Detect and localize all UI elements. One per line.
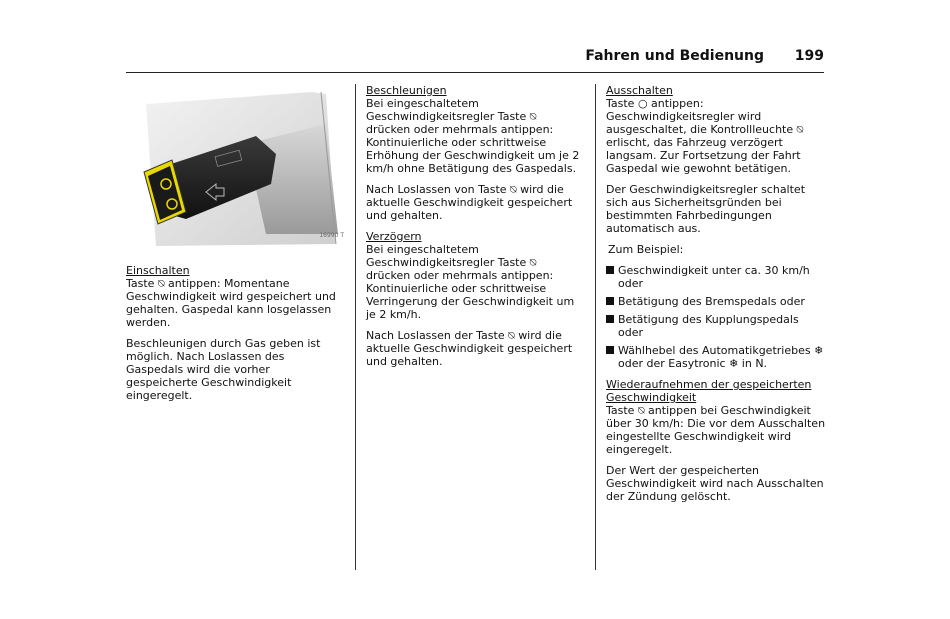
page-number: 199 <box>794 48 824 64</box>
paragraph-wiederaufnehmen: Taste ⍉ antippen bei Geschwindigkeit über 30 km/h: Die vor dem Ausschalten eingestellte Geschwindigkeit wird eingeregelt. <box>606 404 826 456</box>
list-item: Betätigung des Kupplungspedals oder <box>606 313 826 339</box>
column-2 <box>366 84 582 376</box>
heading-einschalten: Einschalten <box>126 264 190 277</box>
list-item: Wählhebel des Automatikgetriebes ❄ oder der Easytronic ❄ in N. <box>606 344 826 370</box>
heading-beschleunigen: Beschleunigen <box>366 84 447 97</box>
column-divider <box>595 84 596 570</box>
paragraph-beschleunigen-2: Nach Loslassen von Taste ⍉ wird die aktuelle Geschwindigkeit gespeichert und gehalten. <box>366 183 573 222</box>
paragraph-verzoegern: Bei eingeschaltetem Geschwindigkeitsregler Taste ⍉ drücken oder mehrmals antippen: Kontinuierliche oder schrittweise Verringerung der Geschwindigkeit um je 2 km/h. <box>366 243 575 321</box>
cruise-control-stalk-image <box>126 84 346 254</box>
column-3 <box>606 84 826 511</box>
page-header <box>126 46 824 73</box>
list-item: Betätigung des Bremspedals oder <box>606 295 826 308</box>
condition-list <box>606 264 826 370</box>
figure-caption: 16990 T <box>319 232 344 239</box>
paragraph-sicherheit: Der Geschwindigkeitsregler schaltet sich aus Sicherheitsgründen bei bestimmten Fahrbedingungen automatisch aus. <box>606 183 806 235</box>
beispiel-label: Zum Beispiel: <box>608 243 684 256</box>
paragraph-wert: Der Wert der gespeicherten Geschwindigkeit wird nach Ausschalten der Zündung gelöscht. <box>606 464 824 503</box>
paragraph-gas: Beschleunigen durch Gas geben ist möglich. Nach Loslassen des Gaspedals wird die vorher gespeicherte Geschwindigkeit eingeregelt. <box>126 337 321 402</box>
stalk-illustration <box>126 84 346 254</box>
paragraph-verzoegern-2: Nach Loslassen der Taste ⍉ wird die aktuelle Geschwindigkeit gespeichert und gehalten. <box>366 329 573 368</box>
paragraph-einschalten: Taste ⍉ antippen: Momentane Geschwindigkeit wird gespeichert und gehalten. Gaspedal kann losgelassen werden. <box>126 277 336 329</box>
heading-ausschalten: Ausschalten <box>606 84 673 97</box>
heading-wiederaufnehmen: Wiederaufnehmen der gespeicherten Geschwindigkeit <box>606 378 812 404</box>
heading-verzoegern: Verzögern <box>366 230 422 243</box>
list-item: Geschwindigkeit unter ca. 30 km/h oder <box>606 264 826 290</box>
column-1 <box>126 84 344 410</box>
paragraph-ausschalten: Taste ○ antippen: Geschwindigkeitsregler wird ausgeschaltet, die Kontrollleuchte ⍉ erlischt, das Fahrzeug verzögert langsam. Zur Fortsetzung der Fahrt Gaspedal wie gewohnt betätigen. <box>606 97 804 175</box>
paragraph-beschleunigen: Bei eingeschaltetem Geschwindigkeitsregler Taste ⍉ drücken oder mehrmals antippen: Kontinuierliche oder schrittweise Erhöhung der Geschwindigkeit um je 2 km/h ohne Betätigung des Gaspedals. <box>366 97 580 175</box>
section-title: Fahren und Bedienung <box>585 48 764 64</box>
column-divider <box>355 84 356 570</box>
